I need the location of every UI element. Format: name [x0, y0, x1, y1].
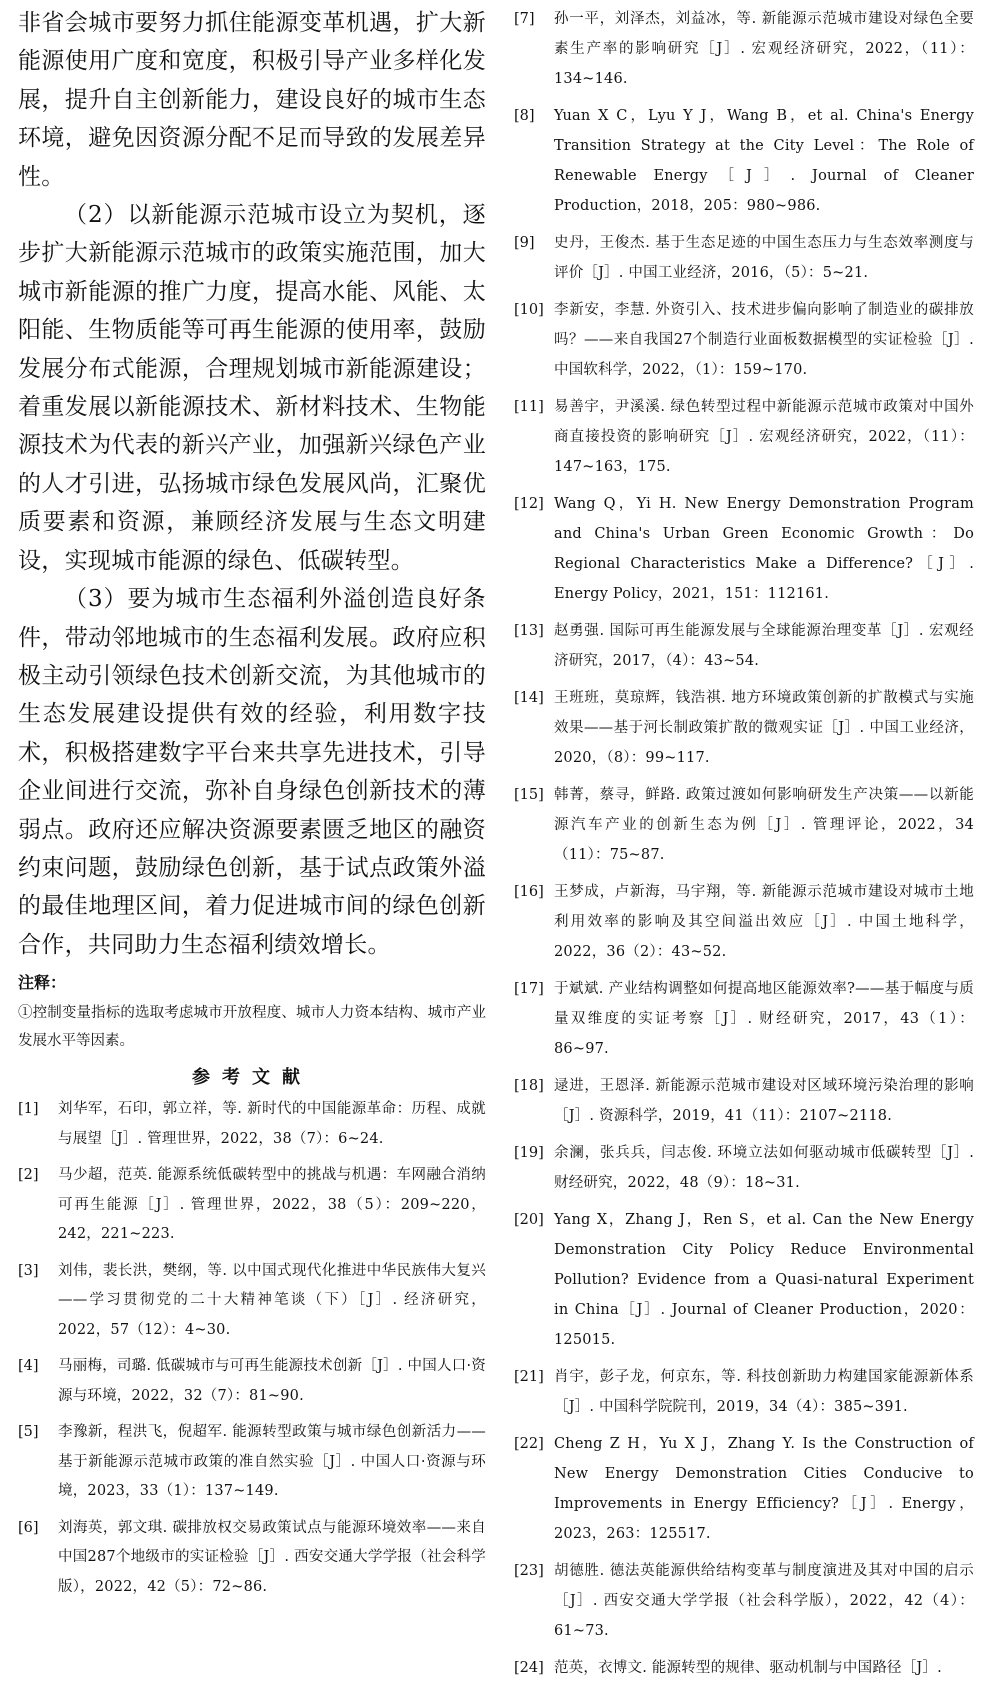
reference-text: 刘海英，郭文琪. 碳排放权交易政策试点与能源环境效率——来自中国287个地级市的实证检验［J］. 西安交通大学学报（社会科学版），2022，42（5）：72~86. — [58, 1519, 486, 1595]
body-paragraph: 非省会城市要努力抓住能源变革机遇，扩大新能源使用广度和宽度，积极引导产业多样化发展，提升自主创新能力，建设良好的城市生态环境，避免因资源分配不足而导致的发展差异性。 — [18, 10, 486, 190]
reference-item — [514, 392, 974, 482]
reference-number: [16] — [514, 884, 544, 900]
reference-text: Yang X，Zhang J，Ren S，et al. Can the New Energy Demonstration City Policy Reduce Environmental Pollution? Evidence from a Quasi-natural Experiment in China［J］. Journal of Cleaner Production，2020：125015. — [554, 1212, 974, 1348]
reference-number: [23] — [514, 1563, 544, 1579]
reference-text: Yuan X C，Lyu Y J，Wang B，et al. China's Energy Transition Strategy at the City Level：The Role of Renewable Energy［J］. Journal of Cleaner Production，2018，205：980~986. — [554, 108, 974, 214]
reference-text: 李豫新，程洪飞，倪超军. 能源转型政策与城市绿色创新活力——基于新能源示范城市政策的准自然实验［J］. 中国人口·资源与环境，2023，33（1）：137~149. — [58, 1424, 486, 1500]
reference-item — [514, 1071, 974, 1131]
reference-item — [514, 616, 974, 676]
reference-text: 王班班，莫琼辉，钱浩祺. 地方环境政策创新的扩散模式与实施效果——基于河长制政策扩散的微观实证［J］. 中国工业经济，2020，（8）：99~117. — [554, 690, 974, 766]
reference-item — [514, 780, 974, 870]
reference-item — [514, 1429, 974, 1549]
reference-item — [514, 1205, 974, 1355]
reference-item — [514, 1653, 974, 1683]
reference-text: 刘华军，石印，郭立祥，等. 新时代的中国能源革命：历程、成就与展望［J］. 管理世界，2022，38（7）：6~24. — [58, 1101, 486, 1147]
left-column — [18, 4, 486, 1609]
reference-number: [11] — [514, 399, 544, 415]
reference-number: [22] — [514, 1436, 544, 1452]
reference-number: [15] — [514, 787, 544, 803]
reference-number: [4] — [18, 1358, 39, 1375]
reference-text: 李新安，李慧. 外资引入、技术进步偏向影响了制造业的碳排放吗？——来自我国27个制造行业面板数据模型的实证检验［J］. 中国软科学，2022，（1）：159~170. — [554, 302, 974, 378]
right-column — [514, 4, 974, 1690]
reference-text: 韩菁，蔡寻，鲜路. 政策过渡如何影响研发生产决策——以新能源汽车产业的创新生态为例［J］. 管理评论，2022，34（11）：75~87. — [554, 787, 974, 863]
reference-text: 史丹，王俊杰. 基于生态足迹的中国生态压力与生态效率测度与评价［J］. 中国工业经济，2016，（5）：5~21. — [554, 235, 974, 281]
reference-number: [5] — [18, 1424, 39, 1441]
reference-number: [2] — [18, 1167, 39, 1184]
reference-number: [9] — [514, 235, 535, 251]
reference-text: Wang Q，Yi H. New Energy Demonstration Program and China's Urban Green Economic Growth：Do Regional Characteristics Make a Difference?［J］. Energy Policy，2021，151：112161. — [554, 496, 974, 602]
reference-text: 范英，衣博文. 能源转型的规律、驱动机制与中国路径［J］. — [554, 1660, 942, 1676]
reference-number: [21] — [514, 1369, 544, 1385]
reference-number: [7] — [514, 11, 535, 27]
reference-text: 王梦成，卢新海，马宇翔，等. 新能源示范城市建设对城市土地利用效率的影响及其空间溢出效应［J］. 中国土地科学，2022，36（2）：43~52. — [554, 884, 974, 960]
reference-text: 易善宇，尹溪溪. 绿色转型过程中新能源示范城市政策对中国外商直接投资的影响研究［J］. 宏观经济研究，2022，（11）：147~163，175. — [554, 399, 974, 475]
reference-number: [12] — [514, 496, 544, 512]
reference-number: [18] — [514, 1078, 544, 1094]
reference-number: [20] — [514, 1212, 544, 1228]
reference-number: [10] — [514, 302, 544, 318]
reference-number: [14] — [514, 690, 544, 706]
reference-text: 逯进，王恩泽. 新能源示范城市建设对区域环境污染治理的影响［J］. 资源科学，2019，41（11）：2107~2118. — [554, 1078, 974, 1124]
reference-number: [19] — [514, 1145, 544, 1161]
reference-item — [514, 1556, 974, 1646]
reference-text: 肖宇，彭子龙，何京东，等. 科技创新助力构建国家能源新体系［J］. 中国科学院院刊，2019，34（4）：385~391. — [554, 1369, 974, 1415]
reference-number: [6] — [18, 1519, 39, 1536]
reference-item — [18, 1257, 486, 1346]
reference-text: Cheng Z H，Yu X J，Zhang Y. Is the Construction of New Energy Demonstration Cities Conducive to Improvements in Energy Efficiency?［J］. Energy，2023，263：125517. — [554, 1436, 974, 1542]
notes-title: 注释： — [18, 973, 67, 993]
reference-number: [1] — [18, 1101, 39, 1118]
body-paragraph: （3）要为城市生态福利外溢创造良好条件，带动邻地城市的生态福利发展。政府应积极主动引领绿色技术创新交流，为其他城市的生态发展建设提供有效的经验，利用数字技术，积极搭建数字平台来共享先进技术，引导企业间进行交流，弥补自身绿色创新技术的薄弱点。政府还应解决资源要素匮乏地区的融资约束问题，鼓励绿色创新，基于试点政策外溢的最佳地理区间，着力促进城市间的绿色创新合作，共同助力生态福利绩效增长。 — [18, 586, 486, 958]
reference-text: 孙一平，刘泽杰，刘益冰，等. 新能源示范城市建设对绿色全要素生产率的影响研究［J］. 宏观经济研究，2022，（11）：134~146. — [554, 11, 974, 87]
reference-text: 马少超，范英. 能源系统低碳转型中的挑战与机遇：车网融合消纳可再生能源［J］. 管理世界，2022，38（5）：209~220，242，221~223. — [58, 1167, 486, 1243]
reference-number: [24] — [514, 1660, 544, 1676]
body-paragraph: （2）以新能源示范城市设立为契机，逐步扩大新能源示范城市的政策实施范围，加大城市新能源的推广力度，提高水能、风能、太阳能、生物质能等可再生能源的使用率，鼓励发展分布式能源，合理规划城市新能源建设；着重发展以新能源技术、新材料技术、生物能源技术为代表的新兴产业，加强新兴绿色产业的人才引进，弘扬城市绿色发展风尚，汇聚优质要素和资源，兼顾经济发展与生态文明建设，实现城市能源的绿色、低碳转型。 — [18, 202, 486, 574]
reference-item — [18, 1161, 486, 1250]
note-item: ①控制变量指标的选取考虑城市开放程度、城市人力资本结构、城市产业发展水平等因素。 — [18, 1005, 486, 1050]
reference-item — [514, 489, 974, 609]
reference-item — [514, 295, 974, 385]
reference-text: 马丽梅，司璐. 低碳城市与可再生能源技术创新［J］. 中国人口·资源与环境，2022，32（7）：81~90. — [58, 1358, 486, 1404]
reference-item — [514, 683, 974, 773]
reference-item — [514, 877, 974, 967]
reference-number: [8] — [514, 108, 535, 124]
reference-item — [514, 228, 974, 288]
reference-number: [13] — [514, 623, 544, 639]
reference-text: 刘伟，裴长洪，樊纲，等. 以中国式现代化推进中华民族伟大复兴——学习贯彻党的二十大精神笔谈（下）［J］. 经济研究，2022，57（12）：4~30. — [58, 1262, 486, 1338]
reference-item — [18, 1352, 486, 1411]
references-heading: 参考文献 — [192, 1067, 312, 1089]
reference-item — [514, 101, 974, 221]
reference-item — [514, 1362, 974, 1422]
reference-item — [514, 974, 974, 1064]
reference-number: [3] — [18, 1262, 39, 1279]
reference-item — [514, 4, 974, 94]
reference-item — [18, 1514, 486, 1603]
reference-text: 胡德胜. 德法英能源供给结构变革与制度演进及其对中国的启示［J］. 西安交通大学学报（社会科学版），2022，42（4）：61~73. — [554, 1563, 974, 1639]
reference-number: [17] — [514, 981, 544, 997]
reference-text: 余澜，张兵兵，闫志俊. 环境立法如何驱动城市低碳转型［J］. 财经研究，2022，48（9）：18~31. — [554, 1145, 974, 1191]
reference-text: 于斌斌. 产业结构调整如何提高地区能源效率?——基于幅度与质量双维度的实证考察［J］. 财经研究，2017，43（1）：86~97. — [554, 981, 974, 1057]
reference-item — [18, 1095, 486, 1154]
reference-text: 赵勇强. 国际可再生能源发展与全球能源治理变革［J］. 宏观经济研究，2017，（4）：43~54. — [554, 623, 974, 669]
reference-item — [18, 1418, 486, 1507]
reference-item — [514, 1138, 974, 1198]
